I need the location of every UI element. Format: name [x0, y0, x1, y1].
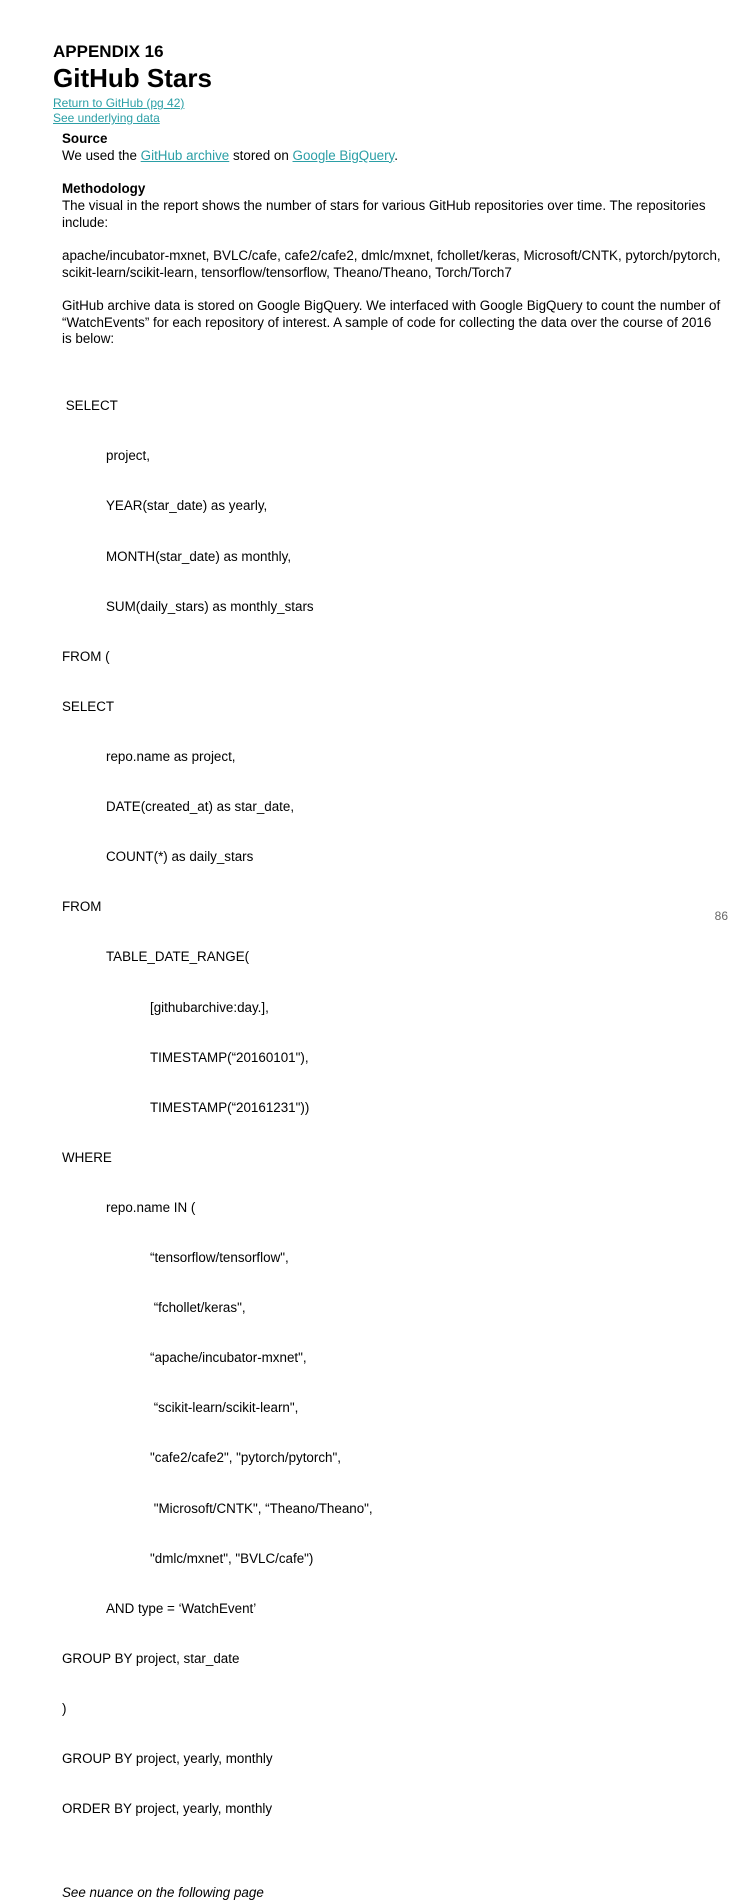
code-line: COUNT(*) as daily_stars — [106, 849, 254, 865]
page-number: 86 — [714, 909, 728, 923]
nuance-note: See nuance on the following page — [62, 1884, 264, 1900]
code-line: “tensorflow/tensorflow", — [150, 1250, 289, 1266]
code-line: TIMESTAMP(“20161231")) — [150, 1099, 310, 1115]
page-header — [53, 42, 212, 126]
return-to-github-link[interactable]: Return to GitHub (pg 42) — [53, 96, 185, 110]
code-line: FROM — [62, 899, 102, 915]
code-line: “fchollet/keras", — [150, 1300, 246, 1316]
source-paragraph — [62, 148, 722, 165]
repository-list: apache/incubator-mxnet, BVLC/cafe, cafe2/cafe2, dmlc/mxnet, fchollet/keras, Microsoft/CNTK, pytorch/pytorch, scikit-learn/scikit-learn, tensorflow/tensorflow, Theano/Theano, Torch/Torch7 — [62, 247, 721, 280]
code-line: GROUP BY project, yearly, monthly — [62, 1751, 273, 1767]
code-line: WHERE — [62, 1149, 112, 1165]
code-line: MONTH(star_date) as monthly, — [106, 548, 292, 564]
code-line: SUM(daily_stars) as monthly_stars — [106, 598, 314, 614]
code-line: project, — [106, 448, 150, 464]
code-line: “scikit-learn/scikit-learn", — [150, 1400, 299, 1416]
methodology-heading: Methodology — [62, 181, 146, 197]
code-line: [githubarchive:day.], — [150, 999, 269, 1015]
appendix-label: APPENDIX 16 — [53, 42, 164, 61]
see-underlying-data-link[interactable]: See underlying data — [53, 111, 160, 125]
code-line: SELECT — [62, 398, 118, 414]
code-line: “apache/incubator-mxnet", — [150, 1350, 307, 1366]
source-heading: Source — [62, 131, 108, 146]
code-line: repo.name as project, — [106, 748, 236, 764]
code-line: DATE(created_at) as star_date, — [106, 799, 295, 815]
code-line: FROM ( — [62, 648, 110, 664]
source-text-middle: stored on — [229, 147, 293, 163]
methodology-paragraph-2: GitHub archive data is stored on Google BigQuery. We interfaced with Google BigQuery to count the number of “WatchEvents” for each repository of interest. A sample of code for collecting the data over the course of 2016 is below: — [62, 297, 721, 347]
code-line: AND type = ‘WatchEvent’ — [106, 1600, 257, 1616]
code-line: "Microsoft/CNTK", “Theano/Theano", — [150, 1500, 373, 1516]
google-bigquery-link[interactable]: Google BigQuery — [292, 147, 395, 163]
methodology-paragraph-1: The visual in the report shows the number of stars for various GitHub repositories over time. The repositories include: — [62, 197, 706, 230]
code-line: ORDER BY project, yearly, monthly — [62, 1801, 273, 1817]
code-line: repo.name IN ( — [106, 1199, 196, 1215]
code-line: "cafe2/cafe2", "pytorch/pytorch", — [150, 1450, 341, 1466]
github-archive-link[interactable]: GitHub archive — [140, 147, 230, 163]
code-line: GROUP BY project, star_date — [62, 1650, 240, 1666]
sql-code-block — [62, 365, 722, 1852]
code-line: ) — [62, 1701, 67, 1717]
code-line: YEAR(star_date) as yearly, — [106, 498, 268, 514]
header-links — [53, 96, 212, 126]
code-line: TIMESTAMP(“20160101"), — [150, 1049, 309, 1065]
page-title: GitHub Stars — [53, 63, 212, 93]
code-line: "dmlc/mxnet", "BVLC/cafe") — [150, 1550, 314, 1566]
code-line: SELECT — [62, 698, 115, 714]
code-line: TABLE_DATE_RANGE( — [106, 949, 250, 965]
page-body — [62, 131, 722, 1901]
source-text-after: . — [394, 147, 398, 163]
source-text-before: We used the — [62, 147, 141, 163]
